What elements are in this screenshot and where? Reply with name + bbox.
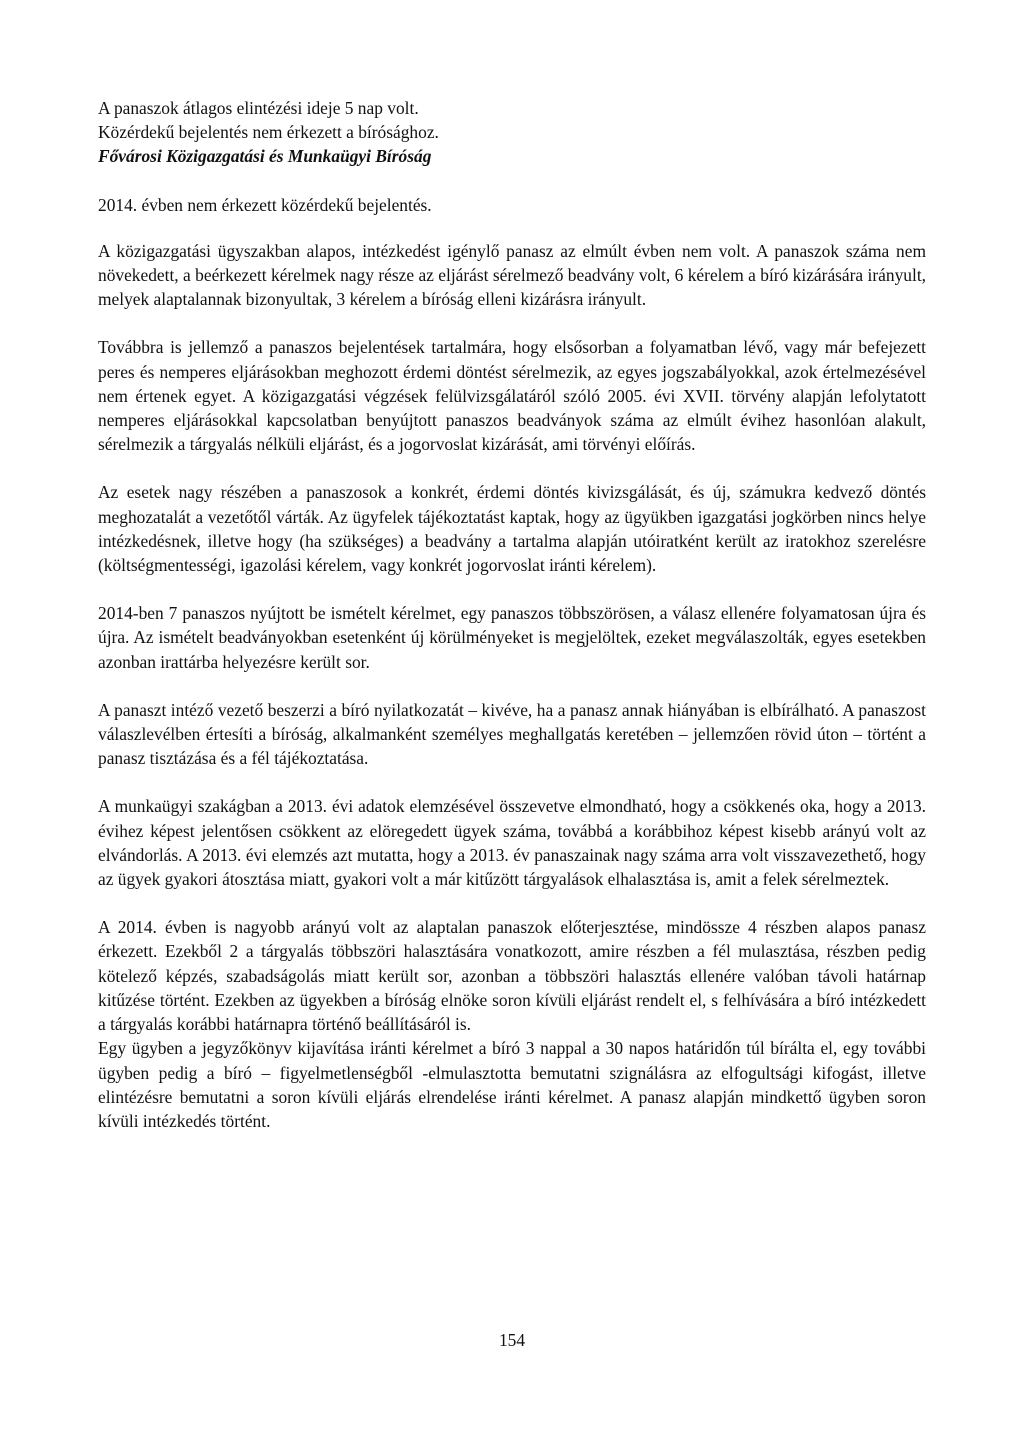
- intro-line-average-time: A panaszok átlagos elintézési ideje 5 nap volt.: [98, 98, 419, 118]
- intro-line-no-public-interest: Közérdekű bejelentés nem érkezett a bírósághoz.: [98, 122, 439, 143]
- paragraph-minutes-correction: Egy ügyben a jegyzőkönyv kijavítása iránti kérelmet a bíró 3 nappal a 30 napos határidőn túl bírálta el, egy további ügyben pedig a bíró – figyelmetlenségből -elmulasztotta bemutatni szignálásra az elfogultsági kifogást, illetve elintézésre bemutatni a soron kívüli eljárás elrendelése iránti kérelmet. A panasz alapján mindkettő ügyben soron kívüli intézkedés történt.: [98, 1038, 926, 1131]
- paragraph-cases: Az esetek nagy részében a panaszosok a konkrét, érdemi döntés kivizsgálását, és új, számukra kedvező döntés meghozatalát a vezetőtől várták. Az ügyfelek tájékoztatást kaptak, hogy az ügyükben igazgatási jogkörben nincs helye intézkedésnek, illetve hogy (ha szükséges) a beadvány a tartalma alapján utóiratként került az iratokhoz szerelésre (költségmentességi, igazolási kérelem, vagy konkrét jogorvoslat iránti kérelem).: [98, 482, 926, 576]
- section-line-no-report: 2014. évben nem érkezett közérdekű bejelentés.: [98, 194, 432, 215]
- paragraph-labour-branch: A munkaügyi szakágban a 2013. évi adatok elemzésével összevetve elmondható, hogy a csökkenés oka, hogy a 2013. évihez képest jelentősen csökkent az elöregedett ügyek száma, továbbá a korábbihoz képest kisebb arányú volt az elvándorlás. A 2013. évi elemzés azt mutatta, hogy a 2013. év panaszainak nagy száma arra volt visszavezethető, hogy az ügyek gyakori átosztása miatt, gyakori volt a már kitűzött tárgyalások elhalasztása is, amit a felek sérelmeztek.: [98, 796, 926, 890]
- paragraph-repeated-requests: 2014-ben 7 panaszos nyújtott be ismételt kérelmet, egy panaszos többszörösen, a válasz ellenére folyamatosan újra és újra. Az ismételt beadványokban esetenként új körülményeket is megjelöltek, ezeket megválaszolták, egyes esetekben azonban irattárba helyezésre került sor.: [98, 603, 926, 672]
- section-heading: Fővárosi Közigazgatási és Munkaügyi Bíróság: [98, 146, 432, 167]
- paragraph-complaint-content: Továbbra is jellemző a panaszos bejelentések tartalmára, hogy elsősorban a folyamatban lévő, vagy már befejezett peres és nemperes eljárásokban meghozott érdemi döntést sérelmezik, az egyes jogszabályokkal, azok értelmezésével nem értenek egyet. A közigazgatási végzések felülvizsgálatáról szóló 2005. évi XVII. törvény alapján lefolytatott nemperes eljárásokkal kapcsolatban benyújtott panaszos beadványok száma az elmúlt évihez hasonlóan alakult, sérelmezik a tárgyalás nélküli eljárást, és a jogorvoslat kizárását, ami törvényi előírás.: [98, 337, 926, 455]
- document-page: [98, 96, 926, 1133]
- paragraph-administrative: A közigazgatási ügyszakban alapos, intézkedést igénylő panasz az elmúlt évben nem volt. A panaszok száma nem növekedett, a beérkezett kérelmek nagy része az eljárást sérelmező beadvány volt, 6 kérelem a bíró kizárására irányult, melyek alaptalannak bizonyultak, 3 kérelem a bíróság elleni kizárásra irányult.: [98, 240, 926, 310]
- page-number: 154: [498, 1330, 526, 1350]
- paragraph-2014-complaints: A 2014. évben is nagyobb arányú volt az alaptalan panaszok előterjesztése, mindössze 4 részben alapos panasz érkezett. Ezekből 2 a tárgyalás többszöri halasztására vonatkozott, amire részben a fél mulasztása, részben pedig kötelező képzés, szabadságolás miatt került sor, azonban a többszöri halasztás ellenére valóban távoli határnap kitűzése történt. Ezekben az ügyekben a bíróság elnöke soron kívüli eljárást rendelt el, s felhívására a bíró intézkedett a tárgyalás korábbi határnapra történő beállításáról is.: [98, 917, 926, 1035]
- paragraph-procedure: A panaszt intéző vezető beszerzi a bíró nyilatkozatát – kivéve, ha a panasz annak hiányában is elbírálható. A panaszost válaszlevélben értesíti a bíróság, alkalmanként személyes meghallgatás keretében – jellemzően rövid úton – történt a panasz tisztázása és a fél tájékoztatása.: [98, 699, 926, 769]
